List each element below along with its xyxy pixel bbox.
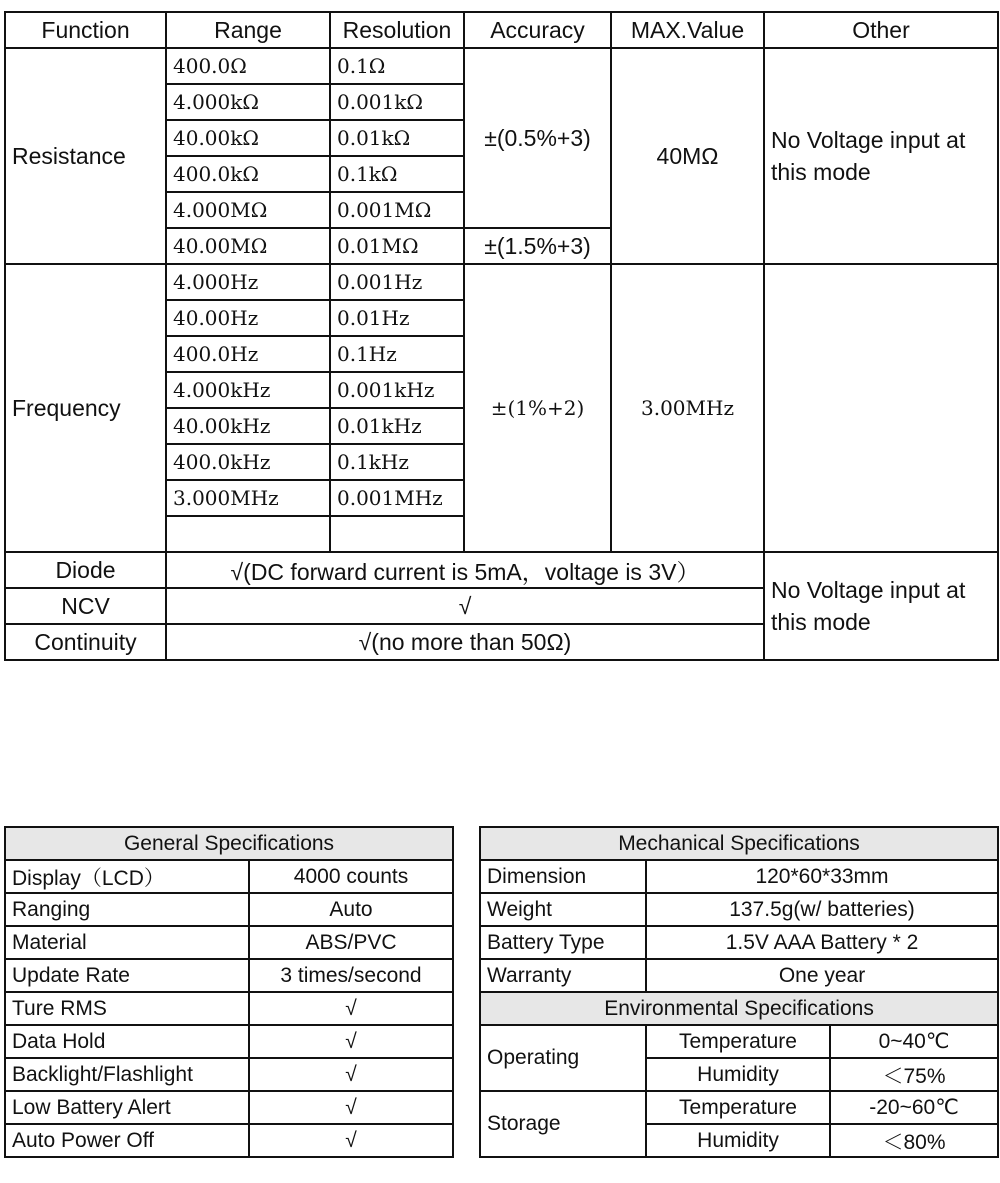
range-cell: 400.0kΩ — [166, 156, 330, 192]
spec-value: 120*60*33mm — [646, 860, 998, 893]
range-cell: 400.0Ω — [166, 48, 330, 84]
spec-value: ABS/PVC — [249, 926, 453, 959]
spec-label: Display（LCD） — [5, 860, 249, 893]
other-cell: No Voltage input at this mode — [764, 552, 998, 660]
spec-label: Warranty — [480, 959, 646, 992]
spec-label: Ture RMS — [5, 992, 249, 1025]
spec-value: 137.5g(w/ batteries) — [646, 893, 998, 926]
header-row — [5, 12, 998, 48]
mechanical-specs-table — [479, 826, 999, 1158]
function-ncv: NCV — [5, 588, 166, 624]
resolution-cell: 0.1kΩ — [330, 156, 464, 192]
spec-value: Auto — [249, 893, 453, 926]
accuracy-cell: ±(1%+2) — [464, 264, 611, 552]
table-row — [480, 860, 998, 893]
header-range: Range — [166, 12, 330, 48]
spec-value: √ — [249, 1124, 453, 1157]
spec-label: Material — [5, 926, 249, 959]
spec-label: Auto Power Off — [5, 1124, 249, 1157]
range-cell: 3.000MHz — [166, 480, 330, 516]
table-row — [5, 552, 998, 588]
function-frequency: Frequency — [5, 264, 166, 552]
header-other: Other — [764, 12, 998, 48]
spec-value: One year — [646, 959, 998, 992]
humidity-value: ＜75% — [830, 1058, 998, 1091]
resolution-cell: 0.01kΩ — [330, 120, 464, 156]
temperature-label: Temperature — [646, 1091, 830, 1124]
resolution-cell: 0.001MHz — [330, 480, 464, 516]
range-cell: 4.000Hz — [166, 264, 330, 300]
table-row — [5, 1025, 453, 1058]
resolution-cell: 0.1Ω — [330, 48, 464, 84]
accuracy-cell: ±(0.5%+3) — [464, 48, 611, 228]
general-specs-title: General Specifications — [5, 827, 453, 860]
spec-value: 4000 counts — [249, 860, 453, 893]
range-cell: 40.00kHz — [166, 408, 330, 444]
operating-label: Operating — [480, 1025, 646, 1091]
spec-label: Weight — [480, 893, 646, 926]
header-max-value: MAX.Value — [611, 12, 764, 48]
storage-label: Storage — [480, 1091, 646, 1157]
spec-value: 1.5V AAA Battery * 2 — [646, 926, 998, 959]
table-row — [5, 926, 453, 959]
range-cell: 400.0Hz — [166, 336, 330, 372]
max-value-cell: 40MΩ — [611, 48, 764, 264]
spec-label: Dimension — [480, 860, 646, 893]
range-cell: 400.0kHz — [166, 444, 330, 480]
humidity-label: Humidity — [646, 1058, 830, 1091]
resolution-cell: 0.01kHz — [330, 408, 464, 444]
temperature-label: Temperature — [646, 1025, 830, 1058]
table-row — [5, 264, 998, 300]
spec-label: Backlight/Flashlight — [5, 1058, 249, 1091]
table-row — [480, 1091, 998, 1124]
spec-label: Update Rate — [5, 959, 249, 992]
other-cell: No Voltage input at this mode — [764, 48, 998, 264]
range-cell: 40.00MΩ — [166, 228, 330, 264]
function-spec-table — [4, 11, 999, 661]
table-row — [480, 959, 998, 992]
spec-value: √ — [249, 1091, 453, 1124]
range-cell — [166, 516, 330, 552]
header-function: Function — [5, 12, 166, 48]
temperature-value: -20~60℃ — [830, 1091, 998, 1124]
spec-value: 3 times/second — [249, 959, 453, 992]
table-row — [5, 992, 453, 1025]
range-cell: 4.000kΩ — [166, 84, 330, 120]
mechanical-specs-title: Mechanical Specifications — [480, 827, 998, 860]
table-row — [5, 959, 453, 992]
resolution-cell: 0.001MΩ — [330, 192, 464, 228]
table-row — [5, 1124, 453, 1157]
resolution-cell: 0.1kHz — [330, 444, 464, 480]
resolution-cell — [330, 516, 464, 552]
continuity-value: √(no more than 50Ω) — [166, 624, 764, 660]
table-row — [5, 893, 453, 926]
range-cell: 4.000MΩ — [166, 192, 330, 228]
general-specs-table — [4, 826, 454, 1158]
range-cell: 4.000kHz — [166, 372, 330, 408]
environmental-specs-title: Environmental Specifications — [480, 992, 998, 1025]
accuracy-cell-high: ±(1.5%+3) — [464, 228, 611, 264]
table-row — [5, 48, 998, 84]
other-cell — [764, 264, 998, 552]
range-cell: 40.00kΩ — [166, 120, 330, 156]
resolution-cell: 0.001Hz — [330, 264, 464, 300]
ncv-value: √ — [166, 588, 764, 624]
table-row — [480, 893, 998, 926]
header-accuracy: Accuracy — [464, 12, 611, 48]
table-row — [5, 1091, 453, 1124]
temperature-value: 0~40℃ — [830, 1025, 998, 1058]
header-resolution: Resolution — [330, 12, 464, 48]
max-value-cell: 3.00MHz — [611, 264, 764, 552]
humidity-label: Humidity — [646, 1124, 830, 1157]
spec-value: √ — [249, 992, 453, 1025]
spec-value: √ — [249, 1058, 453, 1091]
table-row — [5, 1058, 453, 1091]
resolution-cell: 0.01Hz — [330, 300, 464, 336]
function-continuity: Continuity — [5, 624, 166, 660]
humidity-value: ＜80% — [830, 1124, 998, 1157]
function-diode: Diode — [5, 552, 166, 588]
resolution-cell: 0.1Hz — [330, 336, 464, 372]
spec-label: Data Hold — [5, 1025, 249, 1058]
diode-value: √(DC forward current is 5mA，voltage is 3V） — [166, 552, 764, 588]
spec-label: Low Battery Alert — [5, 1091, 249, 1124]
resolution-cell: 0.001kHz — [330, 372, 464, 408]
spec-label: Battery Type — [480, 926, 646, 959]
resolution-cell: 0.001kΩ — [330, 84, 464, 120]
spec-value: √ — [249, 1025, 453, 1058]
table-row — [5, 860, 453, 893]
table-row — [480, 926, 998, 959]
table-row — [480, 1025, 998, 1058]
range-cell: 40.00Hz — [166, 300, 330, 336]
spec-label: Ranging — [5, 893, 249, 926]
function-resistance: Resistance — [5, 48, 166, 264]
resolution-cell: 0.01MΩ — [330, 228, 464, 264]
